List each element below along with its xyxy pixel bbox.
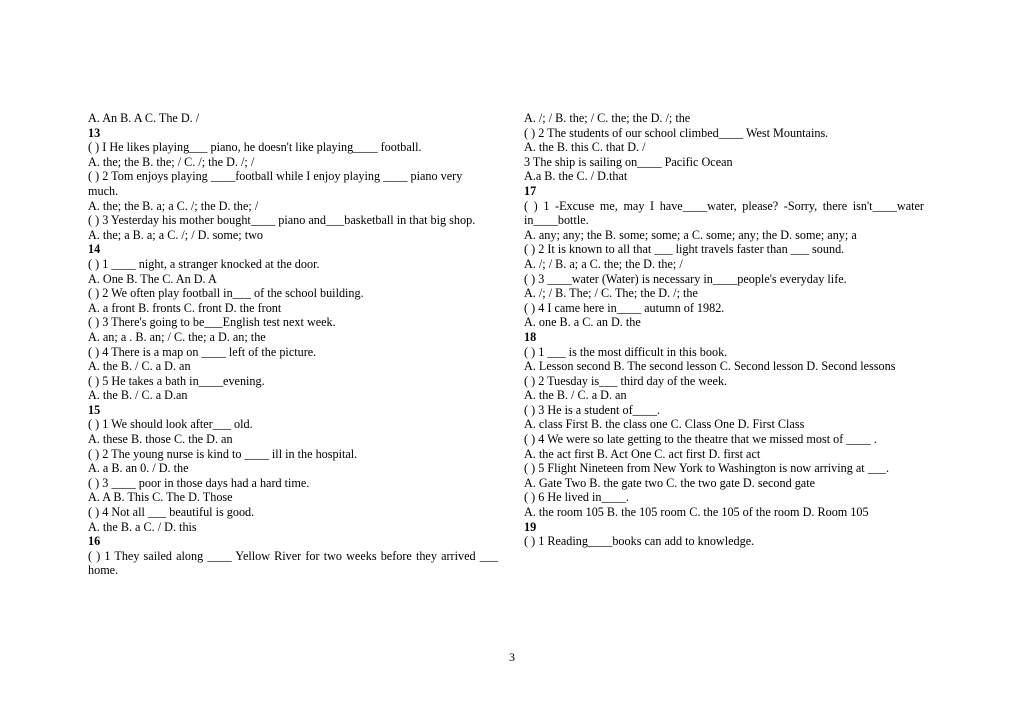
right-column [524,111,924,549]
question-line: ( ) 3 ____ poor in those days had a hard time. [88,475,310,490]
options-line: A. Lesson second B. The second lesson C. Second lesson D. Second lessons [524,359,896,374]
options-line: A. a front B. fronts C. front D. the front [88,300,282,315]
options-line: A. the B. a C. / D. this [88,519,197,534]
section-number: 15 [88,402,101,417]
question-line: ( ) 1 We should look after___ old. [88,417,253,432]
section-number: 17 [524,183,537,198]
options-line: A. the B. this C. that D. / [524,140,646,155]
options-line: A. One B. The C. An D. A [88,271,217,286]
question-line: ( ) 3 He is a student of____. [524,402,661,417]
question-line: ( ) 4 We were so late getting to the theatre that we missed most of ____ . [524,432,877,447]
options-line: A. the act first B. Act One C. act first D. first act [524,446,761,461]
question-line: 3 The ship is sailing on____ Pacific Ocean [524,154,733,169]
options-line: A. a B. an 0. / D. the [88,461,189,476]
options-line: A. the; the B. a; a C. /; the D. the; / [88,198,259,213]
options-line: A. the room 105 B. the 105 room C. the 105 of the room D. Room 105 [524,505,869,520]
options-line: A. these B. those C. the D. an [88,432,233,447]
options-line: A. an; a . B. an; / C. the; a D. an; the [88,329,266,344]
options-line: A.a B. the C. / D.that [524,169,628,184]
question-line: ( ) 1 ___ is the most difficult in this book. [524,344,728,359]
left-column [88,111,498,578]
options-line: A. /; / B. the; / C. the; the D. /; the [524,111,691,125]
question-line: ( ) 3 Yesterday his mother bought____ piano and___basketball in that big shop. [88,213,476,228]
options-line: A. the B. / C. a D. an [524,388,627,403]
question-line: ( ) I He likes playing___ piano, he doesn't like playing____ football. [88,140,422,155]
options-line: A. class First B. the class one C. Class One D. First Class [524,417,805,432]
question-line: ( ) 4 Not all ___ beautiful is good. [88,505,255,520]
question-line: ( ) 1 Reading____books can add to knowledge. [524,534,755,549]
question-line: ( ) 2 It is known to all that ___ light travels faster than ___ sound. [524,242,845,257]
question-line: ( ) 4 There is a map on ____ left of the picture. [88,344,317,359]
question-line: ( ) 2 Tom enjoys playing ____football while I enjoy playing ____ piano very [88,169,463,184]
question-line: ( ) 2 Tuesday is___ third day of the week. [524,373,728,388]
options-line: A. the B. / C. a D. an [88,359,191,374]
options-line: A. the; a B. a; a C. /; / D. some; two [88,227,264,242]
question-line: ( ) 2 The students of our school climbed____ West Mountains. [524,125,829,140]
section-number: 18 [524,329,537,344]
options-line: A. /; / B. The; / C. The; the D. /; the [524,286,698,301]
options-line: A. Gate Two B. the gate two C. the two gate D. second gate [524,475,816,490]
question-line: ( ) 1 ____ night, a stranger knocked at the door. [88,256,320,271]
options-line: A. A B. This C. The D. Those [88,490,233,505]
section-number: 16 [88,534,101,549]
text-line: A. An B. A C. The D. / [88,111,200,125]
section-number: 14 [88,242,101,257]
options-line: A. the; the B. the; / C. /; the D. /; / [88,154,255,169]
question-line: ( ) 6 He lived in____. [524,490,629,505]
page-number: 3 [509,650,515,664]
question-line: ( ) 5 He takes a bath in____evening. [88,373,265,388]
options-line: A. the B. / C. a D.an [88,388,188,403]
question-line: ( ) 1 They sailed along ____ Yellow River for two weeks before they arrived ___ home. [88,548,498,578]
options-line: A. one B. a C. an D. the [524,315,641,330]
question-line: ( ) 2 We often play football in___ of the school building. [88,286,364,301]
text-line: much. [88,183,119,198]
question-line: ( ) 3 There's going to be___English test next week. [88,315,336,330]
section-number: 19 [524,519,537,534]
question-line: ( ) 4 I came here in____ autumn of 1982. [524,300,725,315]
question-line: ( ) 3 ____water (Water) is necessary in____people's everyday life. [524,271,847,286]
question-line: ( ) 1 -Excuse me, may I have____water, please? -Sorry, there isn't____water in____bottle. [524,198,924,228]
section-number: 13 [88,125,101,140]
options-line: A. /; / B. a; a C. the; the D. the; / [524,256,683,271]
question-line: ( ) 2 The young nurse is kind to ____ ill in the hospital. [88,446,358,461]
question-line: ( ) 5 Flight Nineteen from New York to Washington is now arriving at ___. [524,461,890,476]
options-line: A. any; any; the B. some; some; a C. some; any; the D. some; any; a [524,227,857,242]
